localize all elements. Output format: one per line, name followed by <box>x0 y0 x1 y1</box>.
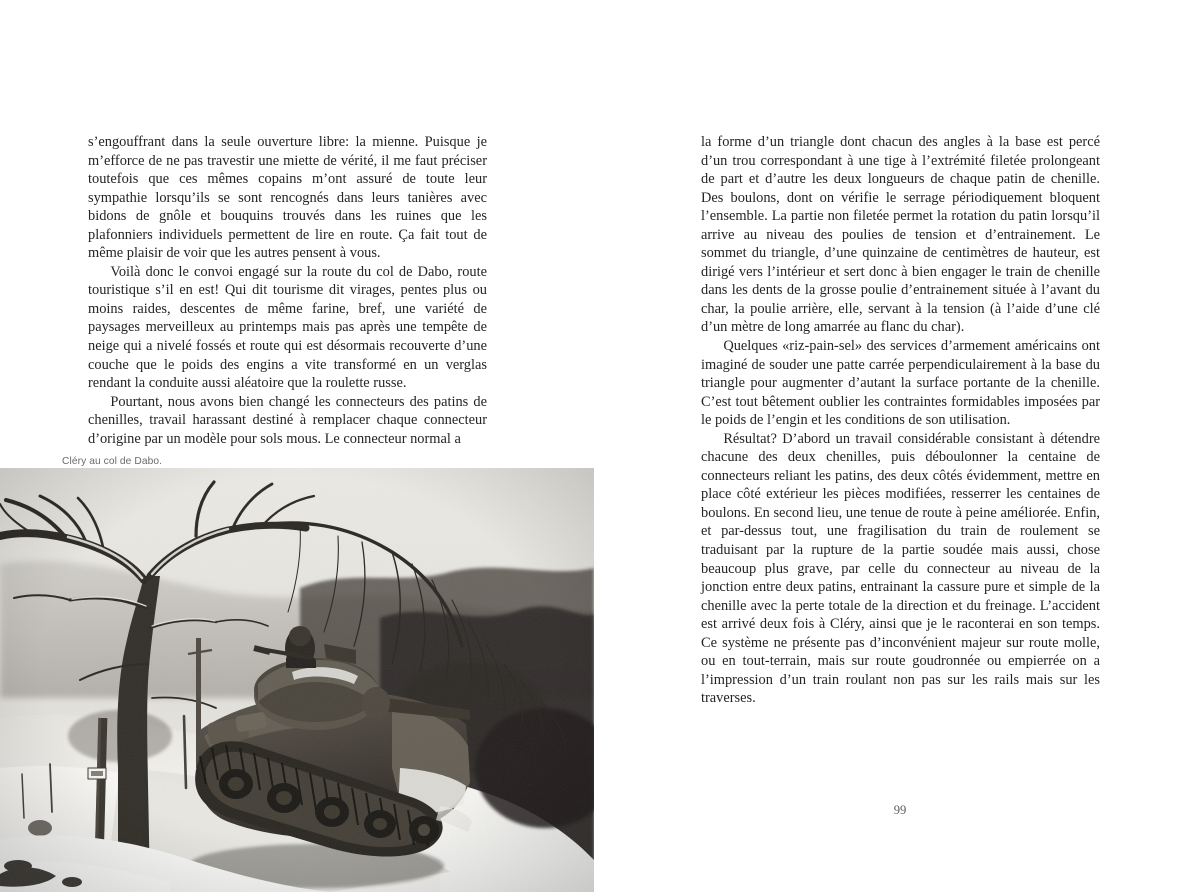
photo-grain <box>0 468 594 892</box>
paragraph: la forme d’un triangle dont chacun des angles à la base est percé d’un trou correspondant à une tige à l’extrémité filetée prolongeant de part et d’autre les deux longueurs de chaque patin de chenille. Des boulons, dont on vérifie le serrage périodiquement bloquent l’ensemble. La partie non filetée permet la rotation du patin lorsqu’il arrive au niveau des poulies de tension et d’entrainement. Le sommet du triangle, d’une quinzaine de centimètres de hauteur, est dirigé vers l’intérieur et sert donc à bien engager le train de chenille dans les dents de la grosse poulie d’entrainement située à l’avant du char, la poulie arrière, elle, servant à la tension (à l’aide d’une clé d’un mètre de long amarrée au flanc du char). <box>701 134 1100 336</box>
figure-photograph <box>0 468 594 892</box>
paragraph: Pourtant, nous avons bien changé les connecteurs des patins de chenilles, travail harassant destiné à remplacer chaque connecteur d’origine par un modèle pour sols mous. Le connecteur normal a <box>88 393 487 447</box>
paragraph: Résultat? D’abord un travail considérable consistant à détendre chacune des deux chenilles, puis déboulonner la centaine de connecteurs reliant les patins, des deux côtés évidemment, mettre en place côté extérieur les pièces modifiées, resserrer les centaines de boulons. En second lieu, une tenue de route à peine améliorée. Enfin, et par-dessus tout, une fragilisation du train de roulement se traduisant par la rupture de la partie soudée mais aussi, chose beaucoup plus grave, par celle du connecteur au niveau de la jonction entre deux patins, entrainant la cassure pure et simple de la chenille avec la perte totale de la direction et du freinage. L’accident est arrivé deux fois à Cléry, ainsi que je le raconterai en son temps. Ce système ne présente pas d’inconvénient majeur sur route molle, ou en tout-terrain, mais sur route goudronnée ou empierrée on a l’impression d’un train roulant non pas sur les rails mais sur les traverses. <box>701 430 1100 707</box>
left-text-column <box>88 133 487 448</box>
figure-caption: Cléry au col de Dabo. <box>62 456 163 467</box>
page-number: 99 <box>893 803 907 817</box>
photograph-illustration <box>0 468 594 892</box>
paragraph: Voilà donc le convoi engagé sur la route du col de Dabo, route touristique s’il en est! Qui dit tourisme dit virages, pentes plus ou moins raides, descentes de même farine, bref, une variété de paysages merveilleux au printemps mais pas après une tempête de neige qui a nivelé fossés et route qui est désormais recouverte d’une couche que le poids des engins a vite transformé en un verglas rendant la conduite aussi aléatoire que la roulette russe. <box>88 263 487 392</box>
right-text-column <box>701 133 1100 708</box>
paragraph: Quelques «riz-pain-sel» des services d’armement américains ont imaginé de souder une patte carrée perpendiculairement à la base du triangle pour augmenter d’autant la surface portante de la chenille. C’est tout bêtement oublier les contraintes formidables imposées par le poids de l’engin et les conditions de son utilisation. <box>701 338 1100 429</box>
paragraph: s’engouffrant dans la seule ouverture libre: la mienne. Puisque je m’efforce de ne pas travestir une miette de vérité, il me faut préciser toutefois que ces mêmes copains m’ont assuré de toute leur sympathie lorsqu’ils se sont rencognés dans leurs tanières avec bidons de gnôle et bouquins trouvés dans les ruines que les plafonniers individuels permettent de lire en route. Ça fait tout de même plaisir de voir que les autres pensent à vous. <box>88 134 487 262</box>
